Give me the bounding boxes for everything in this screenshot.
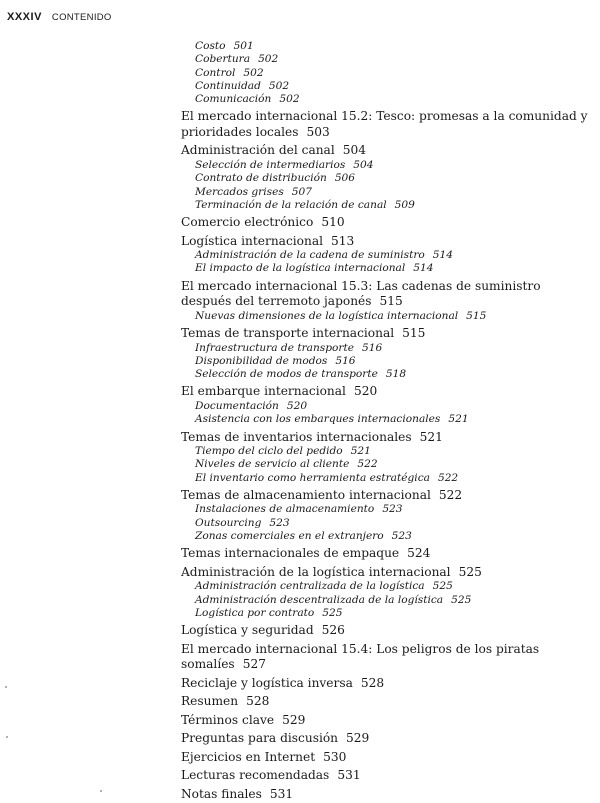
toc-entry-title: Temas de transporte internacional bbox=[181, 326, 395, 341]
toc-entry-title: Control bbox=[195, 66, 236, 79]
toc-page-number: 506 bbox=[334, 172, 356, 185]
toc-entry-title: Notas finales bbox=[181, 786, 262, 801]
toc-entry-title: El mercado internacional 15.4: Los peligros de los piratas somalíes bbox=[181, 641, 540, 672]
toc-entry-title: Preguntas para discusión bbox=[181, 731, 339, 746]
toc-entry-title: Administración centralizada de la logística bbox=[195, 580, 425, 593]
toc-entry-title: Lecturas recomendadas bbox=[181, 768, 330, 783]
toc-page-number: 507 bbox=[291, 185, 313, 198]
toc-entry-title: Selección de modos de transporte bbox=[195, 368, 378, 381]
toc-entry bbox=[181, 642, 591, 673]
toc-entry-title: Administración de la logística internacional bbox=[181, 564, 451, 579]
toc-entry-title: Temas internacionales de empaque bbox=[181, 546, 400, 561]
toc-subentry bbox=[181, 186, 591, 199]
toc-entry-title: Logística y seguridad bbox=[181, 623, 314, 638]
toc-page-number: 520 bbox=[286, 399, 308, 412]
toc-entry-title: Outsourcing bbox=[195, 516, 262, 529]
toc-subentry bbox=[181, 53, 591, 66]
toc-subentry bbox=[181, 342, 591, 355]
toc-page-number: 510 bbox=[321, 215, 345, 230]
toc-entry-title: Tiempo del ciclo del pedido bbox=[195, 445, 343, 458]
toc-entry-title: Términos clave bbox=[181, 712, 275, 727]
toc-subentry bbox=[181, 594, 591, 607]
toc-subentry bbox=[181, 530, 591, 543]
toc-entry-title: Logística internacional bbox=[181, 233, 324, 248]
toc-entry-title: Administración de la cadena de suministro bbox=[195, 249, 425, 262]
toc-page-number: 526 bbox=[321, 623, 345, 638]
toc-page-number: 525 bbox=[432, 580, 453, 593]
toc-page-number: 518 bbox=[385, 368, 407, 381]
toc-page-number: 501 bbox=[233, 40, 254, 52]
toc-entry bbox=[181, 546, 591, 562]
toc-page-number: 531 bbox=[337, 768, 361, 783]
toc-subentry bbox=[181, 413, 591, 426]
toc-entry bbox=[181, 384, 591, 400]
toc-subentry bbox=[181, 517, 591, 530]
toc-entry bbox=[181, 279, 591, 310]
toc-entry-title: El mercado internacional 15.3: Las cadenas de suministro después del terremoto japonés bbox=[181, 278, 541, 309]
toc-entry-title: Infraestructura de transporte bbox=[195, 341, 354, 354]
toc-entry-title: Continuidad bbox=[195, 79, 261, 92]
toc-page-number: 531 bbox=[269, 786, 294, 801]
toc-entry bbox=[181, 488, 591, 504]
toc-entry-title: Reciclaje y logística inversa bbox=[181, 675, 353, 690]
toc-page-number: 525 bbox=[458, 564, 482, 579]
toc-page-number: 529 bbox=[282, 712, 306, 727]
toc-page-number: 509 bbox=[394, 198, 415, 211]
toc-entry bbox=[181, 109, 591, 140]
toc-entry-title: El embarque internacional bbox=[181, 384, 346, 399]
toc-subentry bbox=[181, 445, 591, 458]
toc-entry bbox=[181, 326, 591, 342]
toc-entry-title: Temas de inventarios internacionales bbox=[181, 429, 412, 444]
toc-page-number: 514 bbox=[432, 249, 454, 262]
toc-entry-title: Contrato de distribución bbox=[195, 172, 327, 185]
toc-entry-title: Niveles de servicio al cliente bbox=[195, 458, 350, 471]
toc-page-number: 516 bbox=[335, 354, 356, 367]
toc-entry bbox=[181, 768, 591, 784]
toc-entry bbox=[181, 234, 591, 250]
toc-subentry bbox=[181, 458, 591, 471]
toc-page-number: 530 bbox=[323, 749, 347, 764]
toc-entry-title: Terminación de la relación de canal bbox=[195, 198, 387, 211]
toc-entry bbox=[181, 430, 591, 446]
toc-entry bbox=[181, 215, 591, 231]
toc-entry-title: Administración descentralizada de la logística bbox=[195, 593, 444, 606]
toc-entry-title: Asistencia con los embarques internacionales bbox=[195, 413, 441, 426]
toc-page-number: 523 bbox=[269, 516, 290, 529]
toc-entry-title: Comunicación bbox=[195, 93, 272, 106]
toc-subentry bbox=[181, 355, 591, 368]
toc-entry-title: Logística por contrato bbox=[195, 606, 315, 619]
toc-page-number: 522 bbox=[357, 458, 378, 471]
toc-entry bbox=[181, 713, 591, 729]
toc-entry-title: Documentación bbox=[195, 399, 279, 412]
toc-page-number: 524 bbox=[407, 546, 431, 561]
toc-entry bbox=[181, 787, 591, 803]
toc-entry bbox=[181, 623, 591, 639]
toc-page-number: 502 bbox=[258, 53, 279, 66]
toc-subentry bbox=[181, 503, 591, 516]
table-of-contents bbox=[181, 40, 591, 802]
toc-entry-title: Comercio electrónico bbox=[181, 215, 314, 230]
toc-entry-title: Ejercicios en Internet bbox=[181, 749, 316, 764]
toc-page-number: 528 bbox=[246, 694, 270, 709]
toc-entry-title: Nuevas dimensiones de la logística internacional bbox=[195, 309, 459, 322]
toc-page-number: 513 bbox=[331, 233, 355, 248]
page-number: XXXIV bbox=[7, 11, 42, 23]
toc-subentry bbox=[181, 93, 591, 106]
toc-page-number: 504 bbox=[353, 158, 374, 171]
toc-page-number: 521 bbox=[419, 429, 443, 444]
toc-page-number: 521 bbox=[350, 445, 371, 458]
toc-subentry bbox=[181, 607, 591, 620]
toc-page-number: 515 bbox=[402, 326, 426, 341]
toc-page-number: 523 bbox=[391, 530, 412, 543]
toc-entry bbox=[181, 731, 591, 747]
toc-page-number: 502 bbox=[279, 93, 300, 106]
toc-subentry bbox=[181, 172, 591, 185]
toc-entry-title: Mercados grises bbox=[195, 185, 284, 198]
running-header bbox=[7, 10, 112, 24]
toc-entry bbox=[181, 565, 591, 581]
toc-entry-title: Resumen bbox=[181, 694, 239, 709]
toc-entry bbox=[181, 143, 591, 159]
toc-subentry bbox=[181, 40, 591, 53]
toc-entry-title: El inventario como herramienta estratégica bbox=[195, 471, 430, 484]
toc-page-number: 503 bbox=[306, 124, 330, 139]
toc-page-number: 523 bbox=[382, 503, 403, 516]
toc-entry bbox=[181, 694, 591, 710]
toc-entry-title: Costo bbox=[195, 40, 226, 52]
toc-subentry bbox=[181, 159, 591, 172]
toc-page-number: 504 bbox=[342, 143, 366, 158]
toc-subentry bbox=[181, 199, 591, 212]
toc-subentry bbox=[181, 400, 591, 413]
toc-page-number: 522 bbox=[438, 487, 463, 502]
toc-entry-title: Selección de intermediarios bbox=[195, 158, 346, 171]
running-title: CONTENIDO bbox=[51, 11, 112, 23]
scan-speck bbox=[5, 686, 7, 688]
toc-entry bbox=[181, 676, 591, 692]
toc-page-number: 525 bbox=[451, 593, 472, 606]
toc-page-number: 520 bbox=[353, 384, 378, 399]
toc-entry-title: Cobertura bbox=[195, 53, 251, 66]
toc-entry-title: Instalaciones de almacenamiento bbox=[195, 503, 375, 516]
toc-subentry bbox=[181, 67, 591, 80]
toc-entry-title: El mercado internacional 15.2: Tesco: promesas a la comunidad y prioridades locales bbox=[181, 109, 588, 139]
scan-speck bbox=[100, 790, 102, 792]
toc-subentry bbox=[181, 80, 591, 93]
toc-entry-title: Temas de almacenamiento internacional bbox=[181, 487, 431, 502]
toc-subentry bbox=[181, 580, 591, 593]
toc-page-number: 516 bbox=[361, 341, 383, 354]
toc-entry-title: El impacto de la logística internacional bbox=[195, 262, 406, 275]
toc-page-number: 525 bbox=[322, 606, 343, 619]
toc-page-number: 515 bbox=[466, 309, 487, 322]
toc-page-number: 528 bbox=[360, 675, 385, 690]
toc-page-number: 514 bbox=[413, 262, 434, 275]
toc-entry-title: Disponibilidad de modos bbox=[195, 354, 328, 367]
scan-speck bbox=[6, 736, 8, 738]
toc-subentry bbox=[181, 249, 591, 262]
toc-page-number: 515 bbox=[379, 294, 403, 309]
toc-page-number: 529 bbox=[346, 731, 370, 746]
toc-entry bbox=[181, 750, 591, 766]
toc-page-number: 502 bbox=[243, 66, 264, 79]
toc-entry-title: Administración del canal bbox=[181, 143, 335, 158]
toc-subentry bbox=[181, 262, 591, 275]
toc-entry-title: Zonas comerciales en el extranjero bbox=[195, 530, 384, 543]
toc-page-number: 502 bbox=[268, 79, 290, 92]
toc-subentry bbox=[181, 472, 591, 485]
toc-subentry bbox=[181, 310, 591, 323]
toc-subentry bbox=[181, 368, 591, 381]
toc-page-number: 527 bbox=[242, 657, 266, 672]
toc-page-number: 521 bbox=[448, 413, 469, 426]
toc-page-number: 522 bbox=[437, 471, 459, 484]
